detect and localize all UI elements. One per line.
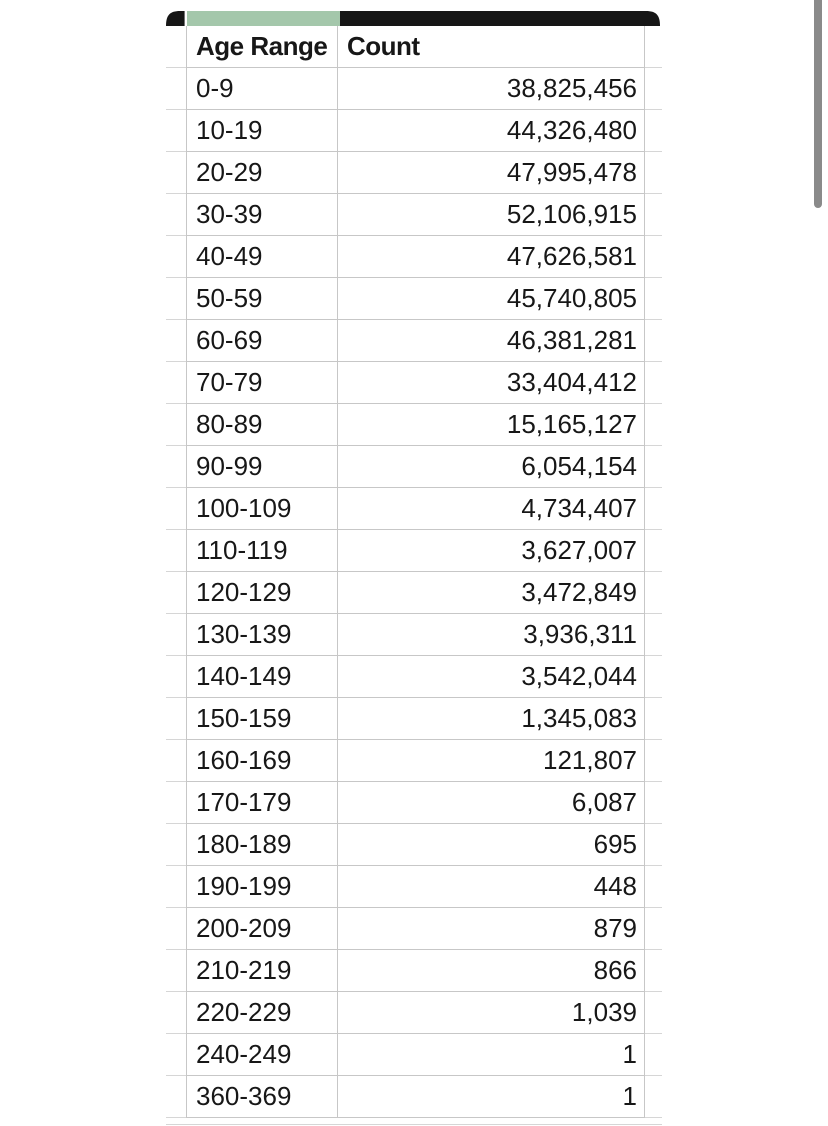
left-gutter	[166, 908, 186, 950]
age-range-cell[interactable]: 150-159	[186, 698, 338, 740]
age-range-cell[interactable]: 70-79	[186, 362, 338, 404]
right-gutter	[645, 68, 662, 110]
right-gutter	[645, 404, 662, 446]
table-row	[166, 362, 662, 404]
left-gutter	[166, 110, 186, 152]
right-gutter	[645, 1034, 662, 1076]
table-row	[166, 866, 662, 908]
selected-column-highlight	[187, 11, 340, 26]
count-cell[interactable]: 6,054,154	[338, 446, 645, 488]
left-gutter	[166, 68, 186, 110]
age-range-cell[interactable]: 360-369	[186, 1076, 338, 1118]
count-cell[interactable]: 1,039	[338, 992, 645, 1034]
table-row	[166, 446, 662, 488]
left-gutter	[166, 740, 186, 782]
right-gutter	[645, 572, 662, 614]
count-cell[interactable]: 47,626,581	[338, 236, 645, 278]
left-gutter	[166, 488, 186, 530]
table-row	[166, 614, 662, 656]
table-row	[166, 320, 662, 362]
right-gutter	[645, 26, 662, 68]
table-row	[166, 278, 662, 320]
table-row	[166, 236, 662, 278]
count-cell[interactable]: 695	[338, 824, 645, 866]
count-cell[interactable]: 1	[338, 1076, 645, 1118]
age-range-cell[interactable]: 140-149	[186, 656, 338, 698]
age-range-cell[interactable]: 80-89	[186, 404, 338, 446]
table-row	[166, 950, 662, 992]
right-gutter	[645, 782, 662, 824]
age-range-cell[interactable]: 180-189	[186, 824, 338, 866]
table-top-edge	[166, 11, 660, 26]
age-range-cell[interactable]: 90-99	[186, 446, 338, 488]
right-gutter	[645, 656, 662, 698]
left-gutter	[166, 278, 186, 320]
left-gutter	[166, 782, 186, 824]
left-gutter	[166, 446, 186, 488]
age-range-cell[interactable]: 200-209	[186, 908, 338, 950]
table-row	[166, 572, 662, 614]
left-gutter	[166, 614, 186, 656]
right-gutter	[645, 1076, 662, 1118]
age-range-cell[interactable]: 130-139	[186, 614, 338, 656]
age-range-cell[interactable]: 240-249	[186, 1034, 338, 1076]
table-row	[166, 1034, 662, 1076]
right-gutter	[645, 362, 662, 404]
age-range-cell[interactable]: 190-199	[186, 866, 338, 908]
age-range-cell[interactable]: 10-19	[186, 110, 338, 152]
right-gutter	[645, 824, 662, 866]
table-row	[166, 824, 662, 866]
right-gutter	[645, 740, 662, 782]
count-cell[interactable]: 6,087	[338, 782, 645, 824]
age-range-cell[interactable]: 110-119	[186, 530, 338, 572]
left-gutter	[166, 656, 186, 698]
left-gutter	[166, 866, 186, 908]
left-gutter	[166, 362, 186, 404]
age-range-cell[interactable]: 220-229	[186, 992, 338, 1034]
spreadsheet-table	[166, 26, 662, 1118]
count-cell[interactable]: 52,106,915	[338, 194, 645, 236]
right-gutter	[645, 194, 662, 236]
left-gutter	[166, 236, 186, 278]
left-gutter	[166, 572, 186, 614]
count-cell[interactable]: 44,326,480	[338, 110, 645, 152]
right-gutter	[645, 446, 662, 488]
age-range-cell[interactable]: 50-59	[186, 278, 338, 320]
age-range-cell[interactable]: 120-129	[186, 572, 338, 614]
count-cell[interactable]: 879	[338, 908, 645, 950]
table-row	[166, 908, 662, 950]
right-gutter	[645, 488, 662, 530]
age-range-cell[interactable]: 40-49	[186, 236, 338, 278]
count-cell[interactable]: 4,734,407	[338, 488, 645, 530]
count-cell[interactable]: 15,165,127	[338, 404, 645, 446]
left-gutter	[166, 824, 186, 866]
count-cell[interactable]: 3,472,849	[338, 572, 645, 614]
right-gutter	[645, 320, 662, 362]
right-gutter	[645, 908, 662, 950]
table-row	[166, 68, 662, 110]
right-gutter	[645, 992, 662, 1034]
left-gutter	[166, 320, 186, 362]
right-gutter	[645, 530, 662, 572]
left-gutter	[166, 194, 186, 236]
left-gutter	[166, 530, 186, 572]
count-cell[interactable]: 121,807	[338, 740, 645, 782]
count-cell[interactable]: 866	[338, 950, 645, 992]
count-cell[interactable]: 1	[338, 1034, 645, 1076]
column-border-gap	[185, 11, 187, 26]
age-range-cell[interactable]: 170-179	[186, 782, 338, 824]
right-gutter	[645, 950, 662, 992]
column-header-count[interactable]: Count	[338, 26, 645, 68]
left-gutter	[166, 404, 186, 446]
table-body	[166, 68, 662, 1118]
column-header-age-range[interactable]: Age Range	[186, 26, 338, 68]
age-range-cell[interactable]: 100-109	[186, 488, 338, 530]
right-gutter	[645, 152, 662, 194]
table-row	[166, 1076, 662, 1118]
count-cell[interactable]: 3,936,311	[338, 614, 645, 656]
right-gutter	[645, 236, 662, 278]
count-cell[interactable]: 33,404,412	[338, 362, 645, 404]
table-row	[166, 110, 662, 152]
table-row	[166, 656, 662, 698]
count-cell[interactable]: 3,542,044	[338, 656, 645, 698]
table-row	[166, 404, 662, 446]
header-row	[166, 26, 662, 68]
table-row	[166, 782, 662, 824]
table-row	[166, 698, 662, 740]
left-gutter	[166, 950, 186, 992]
count-cell[interactable]: 3,627,007	[338, 530, 645, 572]
table-row	[166, 992, 662, 1034]
age-range-cell[interactable]: 160-169	[186, 740, 338, 782]
age-range-cell[interactable]: 210-219	[186, 950, 338, 992]
table-row	[166, 152, 662, 194]
table-row	[166, 740, 662, 782]
right-gutter	[645, 698, 662, 740]
count-cell[interactable]: 47,995,478	[338, 152, 645, 194]
count-cell[interactable]: 1,345,083	[338, 698, 645, 740]
left-gutter	[166, 1034, 186, 1076]
age-range-cell[interactable]: 0-9	[186, 68, 338, 110]
vertical-scrollbar-thumb[interactable]	[814, 0, 822, 208]
count-cell[interactable]: 448	[338, 866, 645, 908]
count-cell[interactable]: 46,381,281	[338, 320, 645, 362]
left-gutter	[166, 992, 186, 1034]
right-gutter	[645, 614, 662, 656]
left-gutter	[166, 26, 186, 68]
right-gutter	[645, 866, 662, 908]
right-gutter	[645, 110, 662, 152]
count-cell[interactable]: 45,740,805	[338, 278, 645, 320]
table-row	[166, 488, 662, 530]
table-row	[166, 530, 662, 572]
age-range-cell[interactable]: 60-69	[186, 320, 338, 362]
right-gutter	[645, 278, 662, 320]
age-range-cell[interactable]: 30-39	[186, 194, 338, 236]
count-cell[interactable]: 38,825,456	[338, 68, 645, 110]
table-row	[166, 194, 662, 236]
left-gutter	[166, 698, 186, 740]
partial-next-gridline	[166, 1124, 662, 1125]
age-range-cell[interactable]: 20-29	[186, 152, 338, 194]
left-gutter	[166, 152, 186, 194]
left-gutter	[166, 1076, 186, 1118]
